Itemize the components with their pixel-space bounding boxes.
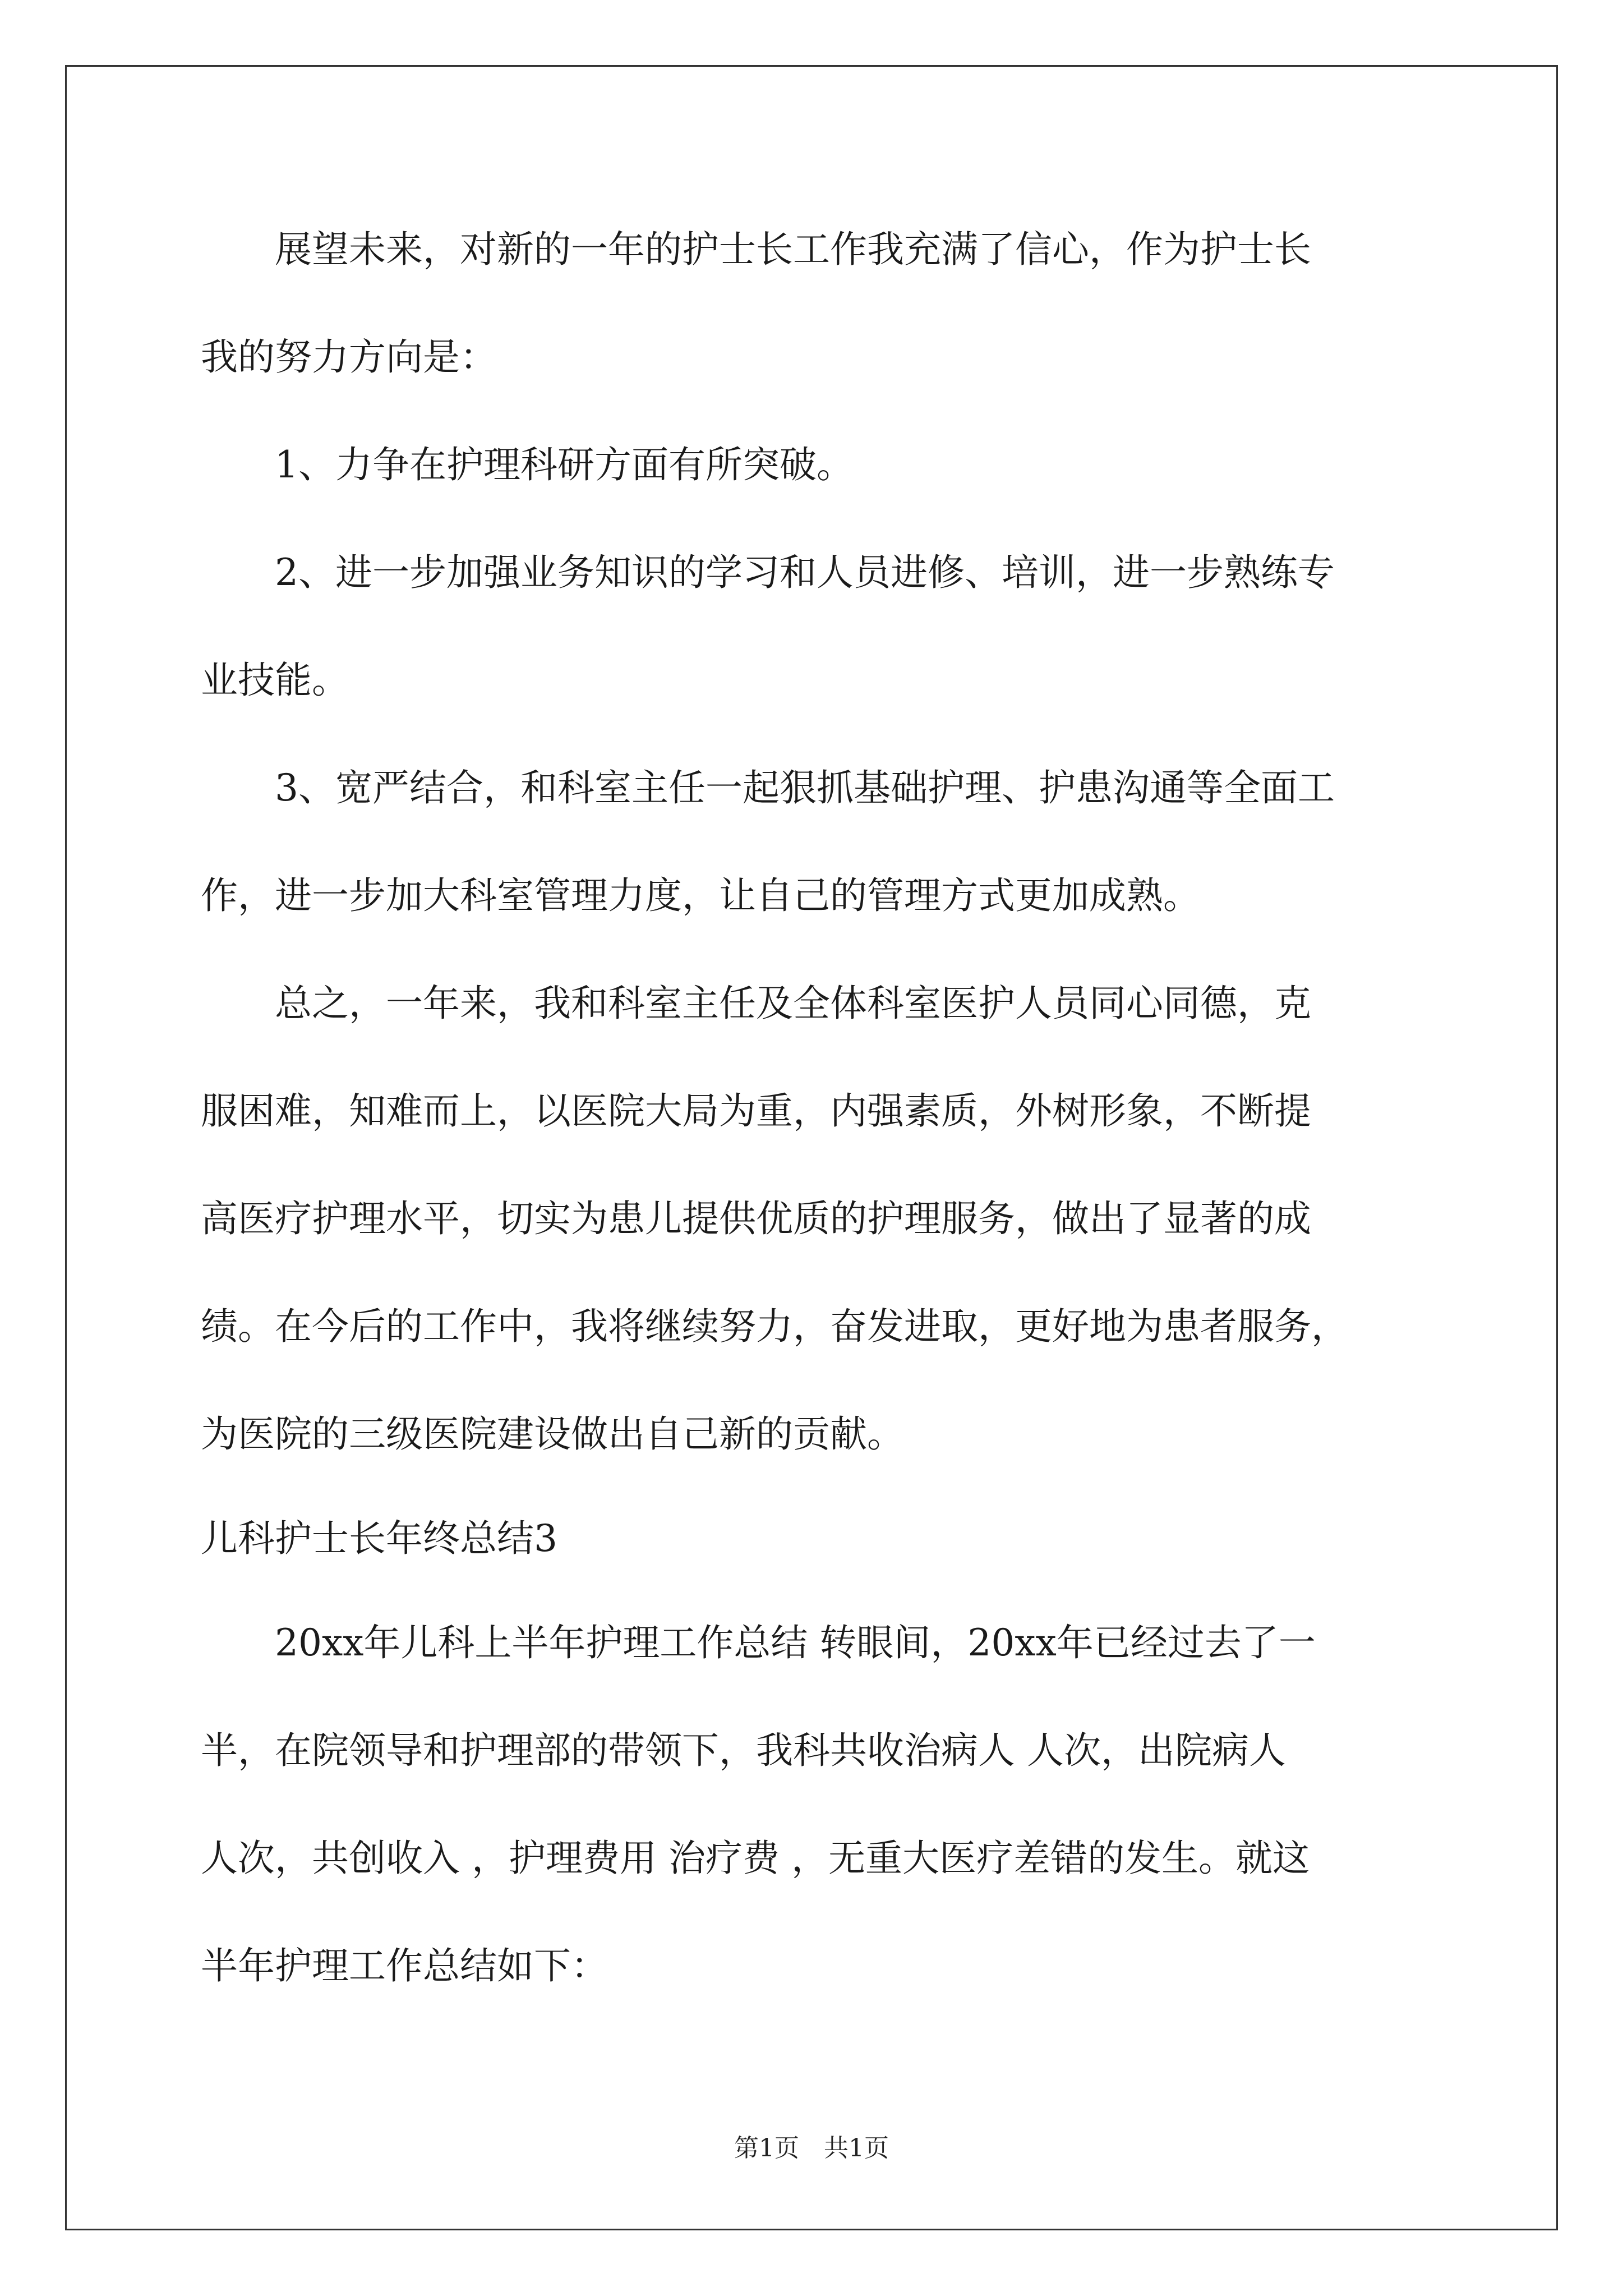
list-item-3: 3、宽严结合，和科室主任一起狠抓基础护理、护患沟通等全面工 bbox=[275, 766, 1335, 809]
paragraph-line: 20xx年儿科上半年护理工作总结 转眼间，20xx年已经过去了一 bbox=[275, 1621, 1316, 1664]
paragraph-line: 业技能。 bbox=[201, 659, 349, 702]
list-item-2: 2、进一步加强业务知识的学习和人员进修、培训，进一步熟练专 bbox=[275, 551, 1335, 594]
section-heading: 儿科护士长年终总结3 bbox=[201, 1517, 557, 1560]
page-border bbox=[65, 65, 1558, 2230]
paragraph-line: 人次，共创收入 ，护理费用 治疗费 ，无重大医疗差错的发生。就这 bbox=[201, 1837, 1310, 1880]
paragraph-line: 服困难，知难而上，以医院大局为重，内强素质，外树形象，不断提 bbox=[201, 1089, 1311, 1133]
paragraph-line: 我的努力方向是： bbox=[201, 335, 497, 379]
paragraph-line: 作，进一步加大科室管理力度，让自己的管理方式更加成熟。 bbox=[201, 874, 1200, 917]
list-item-1: 1、力争在护理科研方面有所突破。 bbox=[275, 443, 854, 486]
paragraph-line: 半年护理工作总结如下： bbox=[201, 1944, 608, 1987]
paragraph-line: 绩。在今后的工作中，我将继续努力，奋发进取，更好地为患者服务， bbox=[201, 1305, 1348, 1348]
page-number: 第1页 共1页 bbox=[734, 2134, 889, 2162]
paragraph-line: 展望未来，对新的一年的护士长工作我充满了信心，作为护士长 bbox=[275, 228, 1311, 271]
paragraph-line: 为医院的三级医院建设做出自己新的贡献。 bbox=[201, 1412, 904, 1456]
paragraph-line: 半，在院领导和护理部的带领下，我科共收治病人 人次，出院病人 bbox=[201, 1729, 1286, 1772]
paragraph-line: 高医疗护理水平，切实为患儿提供优质的护理服务，做出了显著的成 bbox=[201, 1197, 1311, 1240]
paragraph-line: 总之，一年来，我和科室主任及全体科室医护人员同心同德，克 bbox=[275, 982, 1311, 1025]
